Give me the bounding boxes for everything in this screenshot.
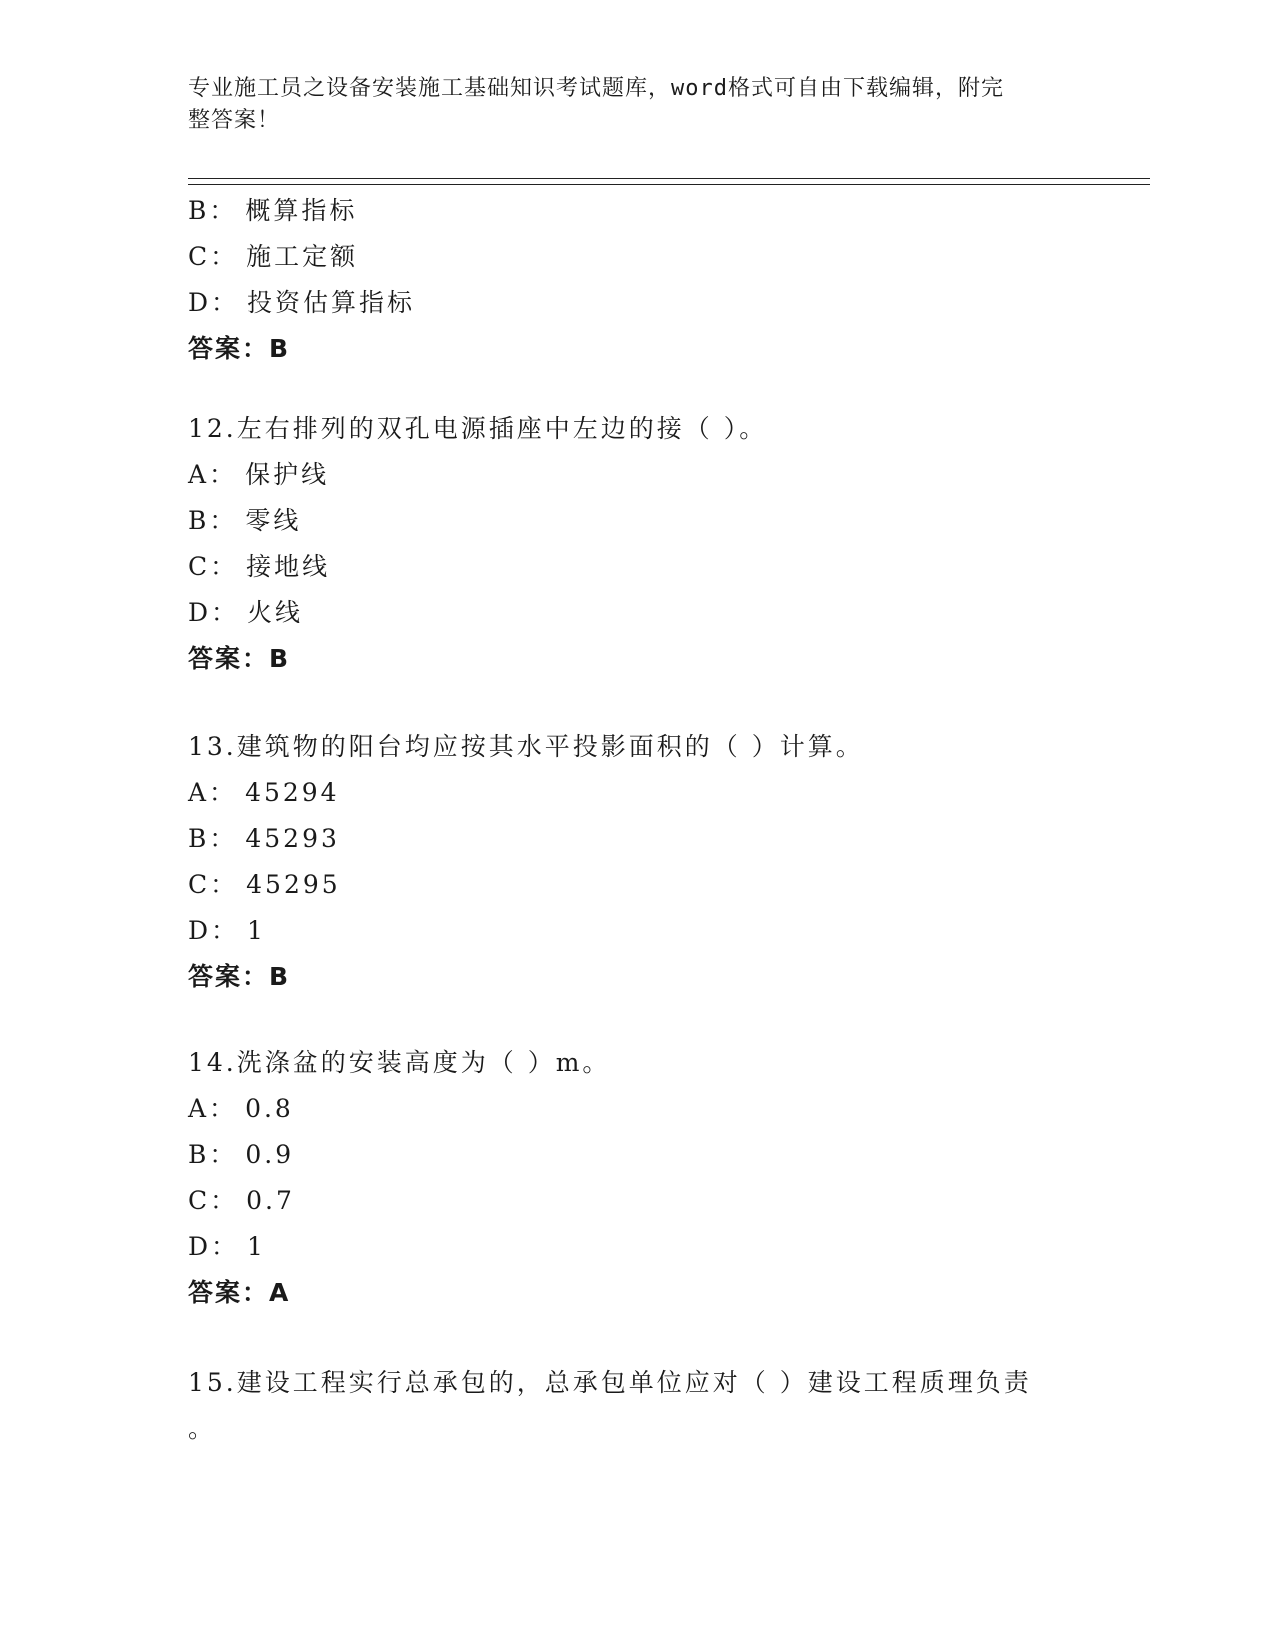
option-c: C： 45295 (188, 870, 341, 899)
question-title: 12.左右排列的双孔电源插座中左边的接（ ）。 (188, 414, 768, 443)
answer-line: 答案：A (188, 1278, 291, 1307)
header-line-2: 整答案！ (188, 108, 281, 133)
header-divider-bottom (188, 184, 1150, 185)
header-line-1: 专业施工员之设备安装施工基础知识考试题库，word格式可自由下载编辑，附完 (188, 76, 1004, 101)
question-title-line-1: 15.建设工程实行总承包的，总承包单位应对（ ）建设工程质理负责 (188, 1368, 1032, 1397)
question-15 (188, 1360, 1088, 1452)
question-title: 14.洗涤盆的安装高度为（ ）m。 (188, 1048, 611, 1077)
option-d: D： 火线 (188, 598, 304, 627)
option-b: B： 概算指标 (188, 196, 358, 225)
option-c: C： 施工定额 (188, 242, 359, 271)
header-divider-top (188, 178, 1150, 179)
option-b: B： 零线 (188, 506, 302, 535)
answer-line: 答案：B (188, 644, 291, 673)
question-title: 13.建筑物的阳台均应按其水平投影面积的（ ）计算。 (188, 732, 864, 761)
option-b: B： 45293 (188, 824, 340, 853)
option-a: A： 45294 (188, 778, 340, 807)
option-b: B： 0.9 (188, 1140, 295, 1169)
option-d: D： 投资估算指标 (188, 288, 416, 317)
option-a: A： 0.8 (188, 1094, 294, 1123)
option-c: C： 0.7 (188, 1186, 295, 1215)
option-d: D： 1 (188, 916, 266, 945)
question-title-line-2: 。 (188, 1414, 217, 1443)
answer-line: 答案：B (188, 334, 291, 363)
question-13 (188, 724, 1088, 1000)
option-d: D： 1 (188, 1232, 266, 1261)
option-c: C： 接地线 (188, 552, 331, 581)
question-14 (188, 1040, 1088, 1316)
answer-line: 答案：B (188, 962, 291, 991)
document-header (188, 73, 1068, 137)
partial-question (188, 188, 1088, 372)
question-12 (188, 406, 1088, 682)
option-a: A： 保护线 (188, 460, 330, 489)
